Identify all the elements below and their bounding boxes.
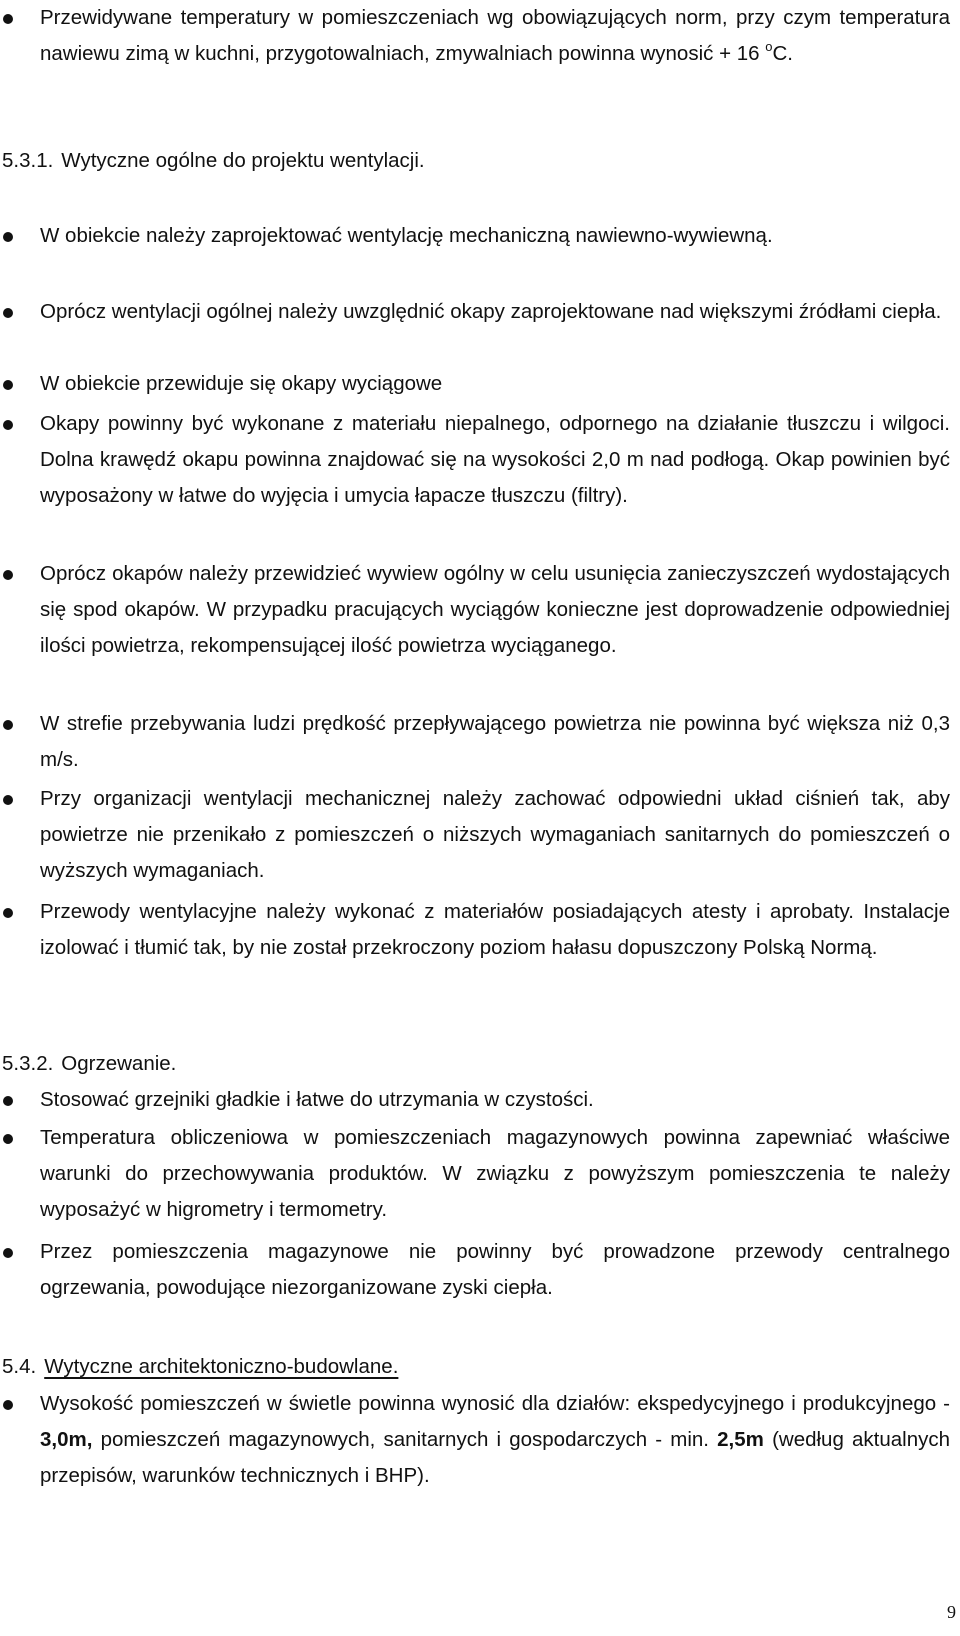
list-item-text: W obiekcie należy zaprojektować wentylację mechaniczną nawiewno-wywiewną. xyxy=(40,224,773,247)
bullet-icon xyxy=(3,908,13,918)
list-item-text: W strefie przebywania ludzi prędkość przepływającego powietrza nie powinna być większa niż 0,3 m/s. xyxy=(40,712,950,771)
section-title: Wytyczne architektoniczno-budowlane. xyxy=(44,1355,399,1378)
list-item-text: Temperatura obliczeniowa w pomieszczeniach magazynowych powinna zapewniać właściwe warunki do przechowywania produktów. W związku z powyższym pomieszczenia te należy wyposażyć w higrometry i termometry. xyxy=(40,1126,950,1221)
list-item-text: Przewody wentylacyjne należy wykonać z materiałów posiadających atesty i aprobaty. Instalacje izolować i tłumić tak, by nie został przekroczony poziom hałasu dopuszczony Polską Normą. xyxy=(40,900,950,959)
bullet-icon xyxy=(3,14,13,24)
list-item-text: Oprócz okapów należy przewidzieć wywiew ogólny w celu usunięcia zanieczyszczeń wydostających się spod okapów. W przypadku pracujących wyciągów konieczne jest doprowadzenie odpowiedniej ilości powietrza, rekompensującej ilość powietrza wyciąganego. xyxy=(40,562,950,657)
list-item-text: Okapy powinny być wykonane z materiału niepalnego, odpornego na działanie tłuszczu i wilgoci. Dolna krawędź okapu powinna znajdować się na wysokości 2,0 m nad podłogą. Okap powinien być wyposażony w łatwe do wyjęcia i umycia łapacze tłuszczu (filtry). xyxy=(40,412,950,507)
list-item-text: Oprócz wentylacji ogólnej należy uwzględnić okapy zaprojektowane nad większymi źródłami ciepła. xyxy=(40,300,942,323)
height-value-production: 3,0m, xyxy=(40,1428,93,1451)
bullet-icon xyxy=(3,308,13,318)
section-number: 5.4. xyxy=(2,1355,37,1378)
bullet-icon xyxy=(3,1096,13,1106)
bullet-icon xyxy=(3,720,13,730)
bullet-icon xyxy=(3,1248,13,1258)
list-item-text: Stosować grzejniki gładkie i łatwe do utrzymania w czystości. xyxy=(40,1088,594,1111)
section-heading-5-4 xyxy=(2,1349,398,1385)
list-item-text: Przy organizacji wentylacji mechanicznej należy zachować odpowiedni układ ciśnień tak, aby powietrze nie przenikało z pomieszczeń o niższych wymaganiach sanitarnych do pomieszczeń o wyższych wymaganiach. xyxy=(40,787,950,882)
degree-symbol: o xyxy=(765,39,773,54)
page-number: 9 xyxy=(947,1602,956,1622)
section-heading-5-3-2 xyxy=(2,1046,176,1082)
section-number: 5.3.1. xyxy=(2,149,54,172)
list-item-text: Wysokość pomieszczeń w świetle powinna wynosić dla działów: ekspedycyjnego i produkcyjnego - 3,0m, pomieszczeń magazynowych, sanitarnych i gospodarczych - min. 2,5m (według aktualnych przepisów, warunków technicznych i BHP). xyxy=(40,1392,951,1487)
bullet-icon xyxy=(3,795,13,805)
bullet-icon xyxy=(3,1134,13,1144)
section-heading-5-3-1 xyxy=(2,143,425,179)
section-title: Wytyczne ogólne do projektu wentylacji. xyxy=(61,149,425,172)
height-value-storage: 2,5m xyxy=(717,1428,764,1451)
list-item-text: Przewidywane temperatury w pomieszczeniach wg obowiązujących norm, przy czym temperatura nawiewu zimą w kuchni, przygotowalniach, zmywalniach powinna wynosić + 16 $^o$C. xyxy=(40,6,950,65)
list-item-text: W obiekcie przewiduje się okapy wyciągowe xyxy=(40,372,443,395)
bullet-icon xyxy=(3,420,13,430)
bullet-icon xyxy=(3,232,13,242)
bullet-icon xyxy=(3,1400,13,1410)
section-number: 5.3.2. xyxy=(2,1052,54,1075)
bullet-icon xyxy=(3,570,13,580)
list-item-text: Przez pomieszczenia magazynowe nie powinny być prowadzone przewody centralnego ogrzewania, powodujące niezorganizowane zyski ciepła. xyxy=(40,1240,950,1299)
section-title: Ogrzewanie. xyxy=(61,1052,177,1075)
bullet-icon xyxy=(3,380,13,390)
